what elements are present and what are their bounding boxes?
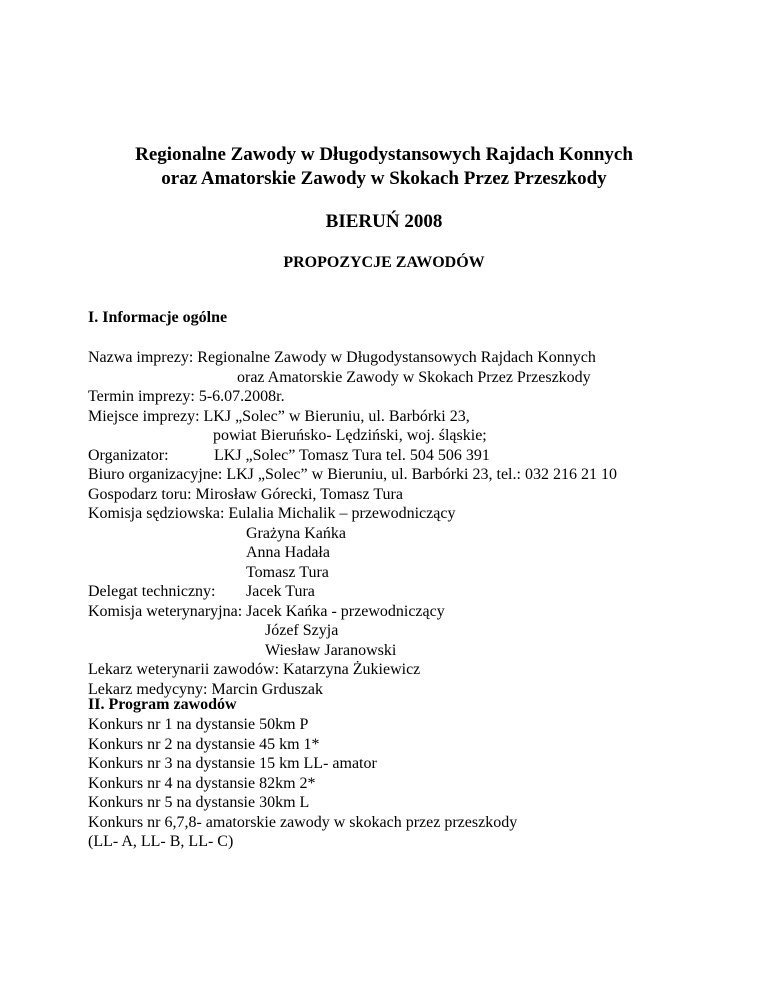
vet-committee-member: Wiesław Jaranowski — [265, 641, 397, 659]
organizer-label: Organizator: — [88, 446, 169, 464]
track-host-line: Gospodarz toru: Mirosław Górecki, Tomasz Tura — [88, 485, 403, 503]
judges-committee-member: Anna Hadała — [246, 544, 330, 561]
event-vet-line: Lekarz weterynarii zawodów: Katarzyna Żukiewicz — [88, 661, 421, 678]
event-date-line: Termin imprezy: 5-6.07.2008r. — [88, 388, 285, 405]
propositions-heading: PROPOZYCJE ZAWODÓW — [283, 254, 485, 271]
program-item: Konkurs nr 2 na dystansie 45 km 1* — [88, 735, 320, 753]
document-title-line-2: oraz Amatorskie Zawody w Skokach Przez Przeszkody — [161, 168, 607, 189]
program-item: (LL- A, LL- B, LL- C) — [88, 833, 234, 850]
vet-committee-line: Komisja weterynaryjna: Jacek Kańka - przewodniczący — [88, 602, 445, 620]
document-title-line-1: Regionalne Zawody w Długodystansowych Rajdach Konnych — [135, 144, 633, 165]
program-item: Konkurs nr 4 na dystansie 82km 2* — [88, 774, 316, 792]
program-item: Konkurs nr 3 na dystansie 15 km LL- amator — [88, 755, 377, 772]
program-item: Konkurs nr 1 na dystansie 50km P — [88, 716, 309, 733]
event-name-continuation: oraz Amatorskie Zawody w Skokach Przez Przeszkody — [237, 368, 591, 386]
organizer-value: LKJ „Solec” Tomasz Tura tel. 504 506 391 — [214, 446, 490, 464]
event-name-line: Nazwa imprezy: Regionalne Zawody w Długodystansowych Rajdach Konnych — [88, 349, 596, 366]
event-place-line: Miejsce imprezy: LKJ „Solec” w Bieruniu, ul. Barbórki 23, — [88, 407, 470, 425]
judges-committee-member: Grażyna Kańka — [246, 524, 346, 542]
event-doctor-line: Lekarz medycyny: Marcin Grduszak — [88, 680, 324, 698]
office-line: Biuro organizacyjne: LKJ „Solec” w Bieruniu, ul. Barbórki 23, tel.: 032 216 21 10 — [88, 466, 617, 483]
section-heading: II. Program zawodów — [88, 696, 237, 713]
judges-committee-member: Tomasz Tura — [246, 563, 329, 581]
technical-delegate-value: Jacek Tura — [246, 583, 315, 600]
technical-delegate-label: Delegat techniczny: — [88, 583, 216, 600]
event-place-continuation: powiat Bieruńsko- Lędziński, woj. śląskie; — [213, 427, 487, 444]
program-item: Konkurs nr 6,7,8- amatorskie zawody w skokach przez przeszkody — [88, 813, 518, 831]
section-general-info — [88, 308, 748, 699]
vet-committee-member: Józef Szyja — [265, 622, 339, 639]
technical-delegate-line — [88, 582, 748, 602]
program-item: Konkurs nr 5 na dystansie 30km L — [88, 794, 310, 811]
section-heading: I. Informacje ogólne — [88, 309, 228, 326]
section-program — [88, 695, 748, 852]
organizer-line — [88, 446, 748, 466]
judges-committee-line: Komisja sędziowska: Eulalia Michalik – przewodniczący — [88, 505, 456, 522]
place-year-heading: BIERUŃ 2008 — [325, 211, 443, 232]
